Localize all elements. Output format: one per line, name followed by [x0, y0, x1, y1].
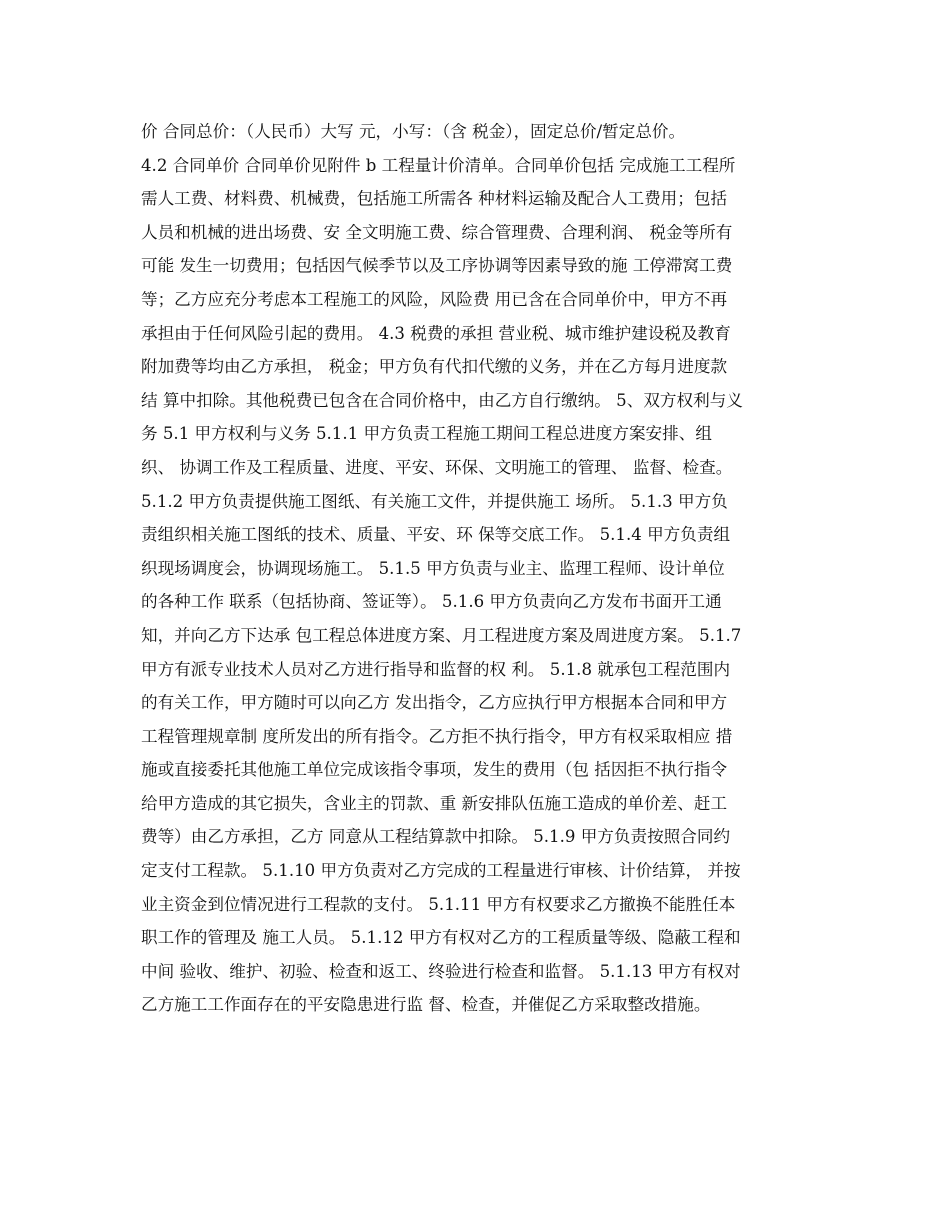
text-line: 职工作的管理及 施工人员。 5.1.12 甲方有权对乙方的工程质量等级、隐蔽工程和	[141, 928, 741, 948]
text-line: 施或直接委托其他施工单位完成该指令事项，发生的费用（包 括因拒不执行指令	[141, 760, 728, 780]
text-line: 费等）由乙方承担，乙方 同意从工程结算款中扣除。 5.1.9 甲方负责按照合同约	[141, 827, 731, 847]
text-line: 知，并向乙方下达承 包工程总体进度方案、月工程进度方案及周进度方案。 5.1.7	[141, 625, 742, 645]
text-line: 需人工费、材料费、机械费，包括施工所需各 种材料运输及配合人工费用；包括	[141, 189, 728, 209]
text-line: 业主资金到位情况进行工程款的支付。 5.1.11 甲方有权要求乙方撤换不能胜任本	[141, 894, 736, 914]
text-line: 人员和机械的进出场费、安 全文明施工费、综合管理费、合理利润、 税金等所有	[141, 222, 733, 242]
text-line: 定支付工程款。 5.1.10 甲方负责对乙方完成的工程量进行审核、计价结算， 并按	[141, 861, 741, 881]
text-line: 务 5.1 甲方权利与义务 5.1.1 甲方负责工程施工期间工程总进度方案安排、组	[141, 424, 712, 444]
text-line: 的有关工作，甲方随时可以向乙方 发出指令，乙方应执行甲方根据本合同和甲方	[141, 693, 728, 713]
contract-body-text	[141, 115, 831, 1022]
text-line: 附加费等均由乙方承担， 税金；甲方负有代扣代缴的义务，并在乙方每月进度款	[141, 357, 728, 377]
text-line: 4.2 合同单价 合同单价见附件 b 工程量计价清单。合同单价包括 完成施工工程所	[141, 155, 736, 175]
text-line: 等；乙方应充分考虑本工程施工的风险，风险费 用已含在合同单价中，甲方不再	[141, 289, 728, 309]
text-line: 给甲方造成的其它损失，含业主的罚款、重 新安排队伍施工造成的单价差、赶工	[141, 793, 728, 813]
text-line: 甲方有派专业技术人员对乙方进行指导和监督的权 利。 5.1.8 就承包工程范围内	[141, 659, 731, 679]
text-line: 责组织相关施工图纸的技术、质量、平安、环 保等交底工作。 5.1.4 甲方负责组	[141, 525, 731, 545]
text-line: 5.1.2 甲方负责提供施工图纸、有关施工文件，并提供施工 场所。 5.1.3 甲方负	[141, 491, 728, 511]
text-line: 中间 验收、维护、初验、检查和返工、终验进行检查和监督。 5.1.13 甲方有权对	[141, 961, 741, 981]
text-line: 乙方施工工作面存在的平安隐患进行监 督、检查，并催促乙方采取整改措施。	[141, 995, 711, 1015]
text-line: 织现场调度会，协调现场施工。 5.1.5 甲方负责与业主、监理工程师、设计单位	[141, 558, 725, 578]
text-line: 的各种工作 联系（包括协商、签证等）。 5.1.6 甲方负责向乙方发布书面开工通	[141, 592, 722, 612]
text-line: 可能 发生一切费用；包括因气候季节以及工序协调等因素导致的施 工停滞窝工费	[141, 256, 733, 276]
text-line: 工程管理规章制 度所发出的所有指令。乙方拒不执行指令，甲方有权采取相应 措	[141, 726, 733, 746]
text-line: 结 算中扣除。其他税费已包含在合同价格中，由乙方自行缴纳。 5、双方权利与义	[141, 390, 743, 410]
text-line: 织、 协调工作及工程质量、进度、平安、环保、文明施工的管理、 监督、检查。	[141, 457, 733, 477]
text-line: 承担由于任何风险引起的费用。 4.3 税费的承担 营业税、城市维护建设税及教育	[141, 323, 731, 343]
text-line: 价 合同总价：（人民币）大写 元，小写：（含 税金），固定总价/暂定总价。	[141, 122, 686, 141]
